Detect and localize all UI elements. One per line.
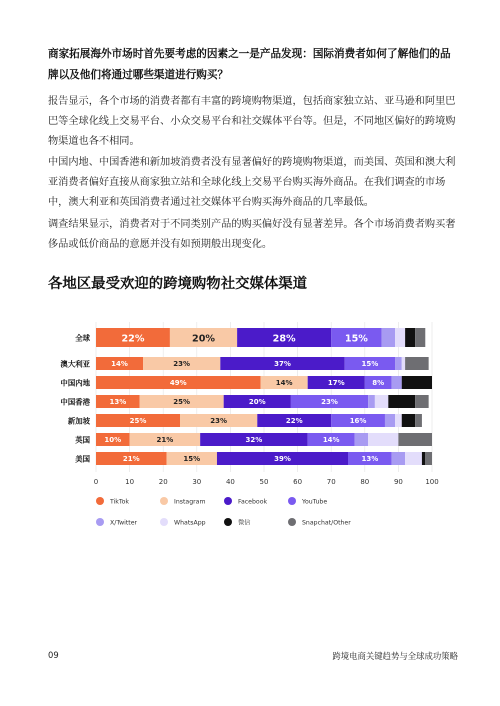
x-tick-label-50: 50 [259, 478, 269, 486]
bar-segment-3-snapchat-other [415, 395, 428, 408]
data-label-2-facebook: 17% [327, 379, 345, 388]
legend-label-snapchat-other: Snapchat/Other [302, 519, 351, 527]
category-label-4: 新加坡 [67, 416, 90, 426]
x-tick-label-40: 40 [225, 478, 235, 486]
legend-swatch-facebook [224, 497, 232, 505]
data-label-5-instagram: 21% [156, 436, 174, 445]
legend-swatch-tiktok [96, 497, 104, 505]
stacked-bar-chart [48, 320, 458, 540]
data-label-1-tiktok: 14% [111, 360, 128, 369]
data-label-3-tiktok: 13% [109, 398, 127, 407]
data-label-3-instagram: 25% [173, 398, 191, 407]
category-label-0: 全球 [75, 333, 90, 343]
data-label-4-tiktok: 25% [129, 417, 147, 426]
x-tick-label-30: 30 [192, 478, 202, 486]
legend-swatch-snapchat-other [288, 518, 296, 526]
bar-segment-3-wechat [388, 395, 415, 408]
data-label-1-facebook: 37% [274, 360, 291, 369]
legend-swatch-x-twitter [96, 518, 104, 526]
x-tick-label-0: 0 [93, 478, 99, 486]
bar-segment-6-x-twitter [392, 452, 405, 465]
data-label-3-youtube: 23% [321, 398, 338, 407]
bar-segment-6-snapchat-other [425, 452, 432, 465]
category-label-1: 澳大利亚 [60, 359, 90, 369]
legend-label-facebook: Facebook [238, 498, 268, 506]
bar-segment-3-whatsapp [375, 395, 388, 408]
data-label-1-youtube: 15% [361, 360, 379, 369]
paragraph-2: 中国内地、中国香港和新加坡消费者没有显著偏好的跨境购物渠道，而美国、英国和澳大利亚消费者偏好直接从商家独立站和全球化线上交易平台购买海外商品。在我们调查的市场中，澳大利亚和英国消费者通过社交媒体平台购买海外商品的几率最低。 [48, 157, 456, 208]
legend-label-tiktok: TikTok [110, 498, 129, 506]
bar-segment-0-wechat [405, 328, 415, 347]
data-label-4-instagram: 23% [210, 417, 228, 426]
legend-label-instagram: Instagram [174, 498, 206, 506]
bar-segment-6-whatsapp [405, 452, 422, 465]
bar-segment-1-snapchat-other [405, 357, 429, 370]
legend-swatch-instagram [160, 497, 168, 505]
chart-title: 各地区最受欢迎的跨境购物社交媒体渠道 [48, 276, 308, 292]
data-label-6-instagram: 15% [183, 455, 201, 464]
data-label-4-facebook: 22% [285, 417, 303, 426]
lead-question: 商家拓展海外市场时首先要考虑的因素之一是产品发现：国际消费者如何了解他们的品牌以及他们将通过哪些渠道进行购买？ [48, 48, 451, 81]
bar-segment-1-whatsapp [402, 357, 405, 370]
bar-segment-4-wechat [402, 414, 415, 427]
category-label-3: 中国香港 [60, 397, 90, 407]
legend-label-wechat: 微信 [238, 519, 251, 527]
legend-label-x-twitter: X/Twitter [110, 519, 138, 527]
bar-segment-3-x-twitter [368, 395, 375, 408]
x-tick-label-20: 20 [158, 478, 168, 486]
legend-label-youtube: YouTube [302, 498, 328, 506]
bar-segment-0-snapchat-other [415, 328, 425, 347]
data-label-5-youtube: 14% [322, 436, 340, 445]
bar-segment-5-snapchat-other [398, 433, 432, 446]
category-label-5: 英国 [75, 435, 90, 445]
footer-doc-title: 跨境电商关键趋势与全球成功策略 [332, 651, 458, 661]
data-label-2-instagram: 14% [275, 379, 293, 388]
data-label-4-youtube: 16% [349, 417, 367, 426]
data-label-6-facebook: 39% [274, 455, 291, 464]
x-tick-label-60: 60 [293, 478, 303, 486]
bar-segment-4-snapchat-other [415, 414, 422, 427]
legend-swatch-wechat [224, 518, 232, 526]
data-label-6-tiktok: 21% [122, 455, 140, 464]
bar-segment-2-wechat [402, 376, 432, 389]
data-label-2-tiktok: 49% [169, 379, 187, 388]
data-label-5-tiktok: 10% [104, 436, 122, 445]
bar-segment-1-x-twitter [395, 357, 402, 370]
data-label-5-facebook: 32% [245, 436, 263, 445]
data-label-2-youtube: 8% [372, 379, 385, 388]
bar-segment-5-x-twitter [355, 433, 368, 446]
x-tick-label-100: 100 [425, 478, 439, 486]
bar-segment-6-wechat [422, 452, 425, 465]
data-label-0-tiktok: 22% [121, 333, 145, 345]
x-tick-label-10: 10 [125, 478, 135, 486]
paragraph-3: 调查结果显示，消费者对于不同类别产品的购买偏好没有显著差异。各个市场消费者购买奢侈品或低价商品的意愿并没有如预期般出现变化。 [48, 219, 456, 250]
bar-segment-4-whatsapp [395, 414, 402, 427]
page-number: 09 [48, 650, 59, 660]
legend-label-whatsapp: WhatsApp [174, 519, 206, 527]
data-label-0-facebook: 28% [272, 333, 296, 345]
bar-segment-0-x-twitter [382, 328, 395, 347]
x-tick-label-70: 70 [326, 478, 336, 486]
data-label-1-instagram: 23% [173, 360, 191, 369]
category-label-2: 中国内地 [60, 378, 90, 388]
x-tick-label-80: 80 [360, 478, 370, 486]
legend-swatch-youtube [288, 497, 296, 505]
category-label-6: 美国 [75, 454, 90, 464]
paragraph-1: 报告显示，各个市场的消费者都有丰富的跨境购物渠道，包括商家独立站、亚马逊和阿里巴巴等全球化线上交易平台、小众交易平台和社交媒体平台等。但是，不同地区偏好的跨境购物渠道也各不相同。 [48, 96, 456, 147]
data-label-3-facebook: 20% [248, 398, 266, 407]
data-label-0-instagram: 20% [192, 333, 216, 345]
bar-segment-2-x-twitter [392, 376, 402, 389]
data-label-0-youtube: 15% [344, 333, 368, 345]
data-label-6-youtube: 13% [361, 455, 379, 464]
x-tick-label-90: 90 [393, 478, 403, 486]
bar-segment-0-whatsapp [395, 328, 405, 347]
legend-swatch-whatsapp [160, 518, 168, 526]
bar-segment-5-whatsapp [368, 433, 398, 446]
bar-segment-4-x-twitter [385, 414, 395, 427]
